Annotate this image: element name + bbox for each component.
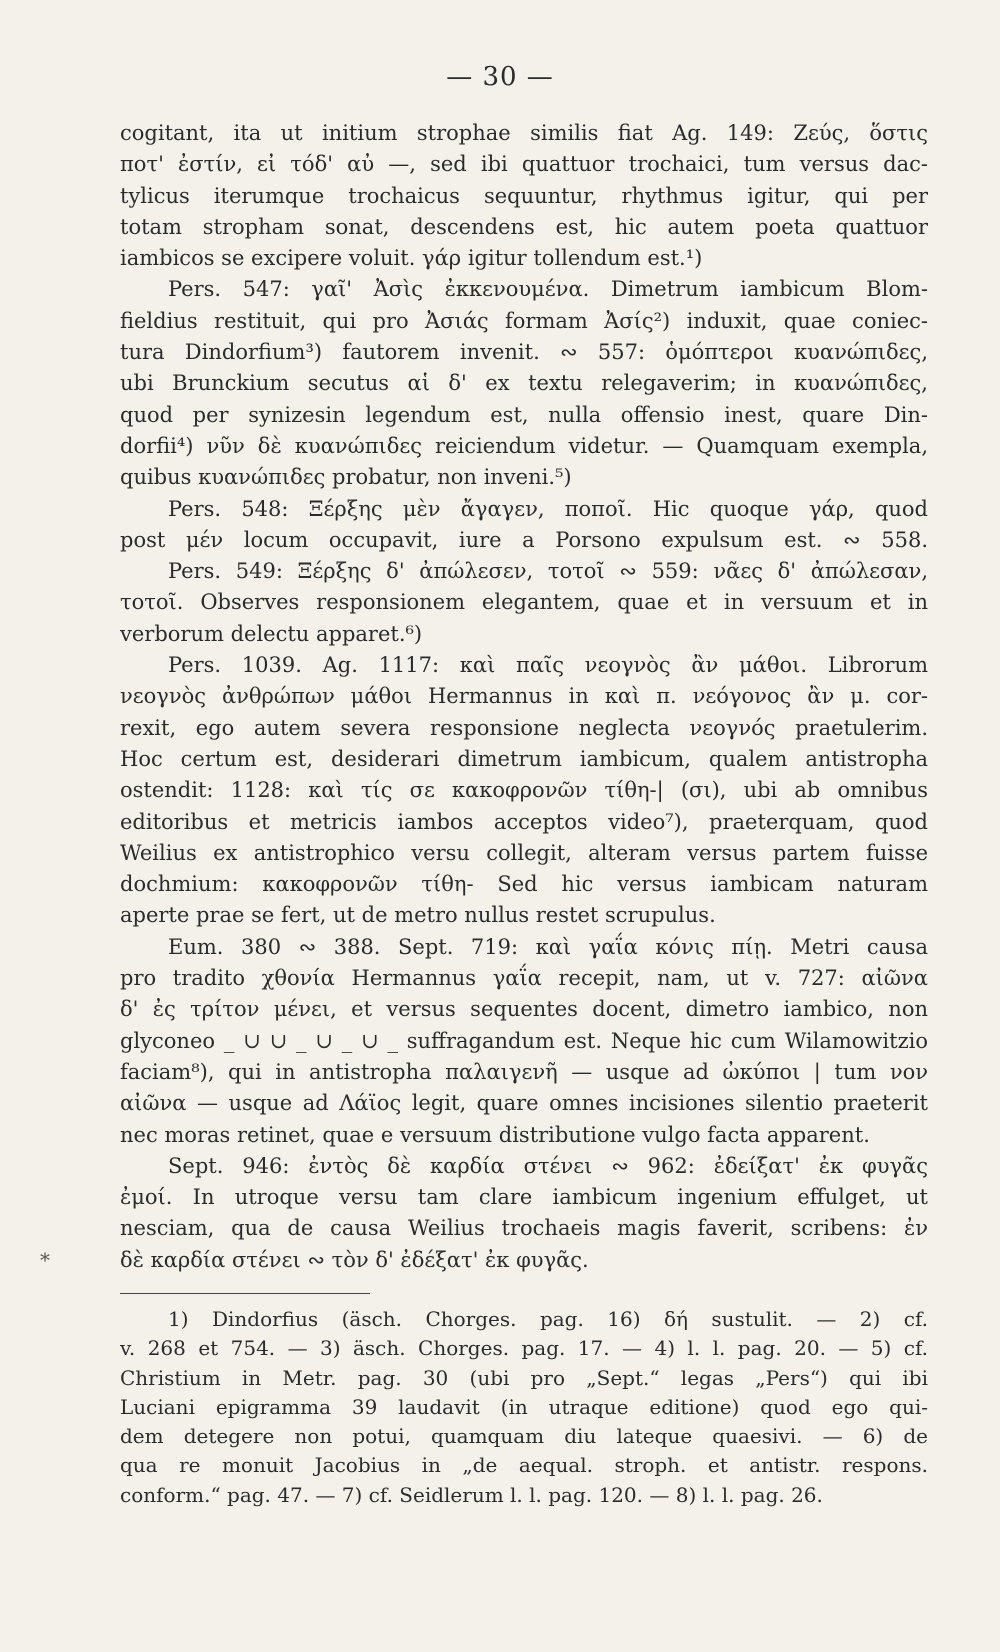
text-line: αἰῶνα — usque ad Λάϊος legit, quare omnes incisiones silentio praeterit bbox=[120, 1091, 928, 1116]
footnote-line: dem detegere non potui, quamquam diu lateque quaesivi. — 6) de bbox=[120, 1424, 928, 1449]
footnote-line: v. 268 et 754. — 3) äsch. Chorges. pag. 17. — 4) l. l. pag. 20. — 5) cf. bbox=[120, 1336, 928, 1361]
text-line: iambicos se excipere voluit. γάρ igitur tollendum est.¹) bbox=[120, 246, 703, 271]
footnote-line: Luciani epigramma 39 laudavit (in utraque editione) quod ego qui- bbox=[120, 1394, 928, 1419]
footnote-divider bbox=[120, 1293, 370, 1294]
text-line: νεογνὸς ἀνθρώπων μάθοι Hermannus in καὶ π. νεόγονος ἂν μ. cor- bbox=[120, 684, 928, 709]
text-line: nec moras retinet, quae e versuum distributione vulgo facta apparent. bbox=[120, 1122, 870, 1147]
margin-asterisk: * bbox=[40, 1248, 50, 1272]
main-text bbox=[120, 118, 928, 1276]
text-line: editoribus et metricis iambos acceptos video⁷), praeterquam, quod bbox=[120, 809, 928, 834]
text-line: verborum delectu apparet.⁶) bbox=[120, 621, 423, 646]
text-line: fieldius restituit, qui pro Ἀσιάς formam Ἀσίς²) induxit, quae coniec- bbox=[120, 308, 928, 333]
text-line: τοτοῖ. Observes responsionem elegantem, quae et in versuum et in bbox=[120, 590, 928, 615]
text-line: Pers. 548: Ξέρξης μὲν ἄγαγεν, ποποῖ. Hic quoque γάρ, quod bbox=[168, 496, 928, 521]
text-line: dorfii⁴) νῦν δὲ κυανώπιδες reiciendum videtur. — Quamquam exempla, bbox=[120, 433, 928, 458]
text-line: pro tradito χθονία Hermannus γαΐα recepit, nam, ut v. 727: αἰῶνα bbox=[120, 966, 928, 991]
text-line: Weilius ex antistrophico versu collegit, alteram versus partem fuisse bbox=[120, 840, 928, 865]
text-line: post μέν locum occupavit, iure a Porsono expulsum est. ∾ 558. bbox=[120, 527, 928, 552]
text-line: ostendit: 1128: καὶ τίς σε κακοφρονῶν τίθη-| (σι), ubi ab omnibus bbox=[120, 778, 928, 803]
text-line: Hoc certum est, desiderari dimetrum iambicum, qualem antistropha bbox=[120, 746, 928, 771]
text-line: tylicus iterumque trochaicus sequuntur, rhythmus igitur, qui per bbox=[120, 183, 928, 208]
text-line: faciam⁸), qui in antistropha παλαιγενῆ — usque ad ὠκύποι | tum νον bbox=[120, 1059, 928, 1084]
text-line: dochmium: κακοφρονῶν τίθη- Sed hic versus iambicam naturam bbox=[120, 872, 928, 897]
text-line: tura Dindorfium³) fautorem invenit. ∾ 557: ὁμόπτεροι κυανώπιδες, bbox=[120, 340, 928, 365]
text-line: δ' ἐς τρίτον μένει, et versus sequentes docent, dimetro iambico, non bbox=[120, 997, 928, 1022]
text-line: Sept. 946: ἐντὸς δὲ καρδία στένει ∾ 962: ἐδείξατ' ἐκ φυγᾶς bbox=[168, 1153, 928, 1178]
footnotes bbox=[120, 1305, 928, 1510]
text-line: ἐμοί. In utroque versu tam clare iambicum ingenium effulget, ut bbox=[120, 1185, 928, 1210]
text-line: rexit, ego autem severa responsione neglecta νεογνός praetulerim. bbox=[120, 715, 928, 740]
text-line: cogitant, ita ut initium strophae similis fiat Ag. 149: Ζεύς, ὅστις bbox=[120, 121, 928, 145]
text-line: totam stropham sonat, descendens est, hic autem poeta quattuor bbox=[120, 214, 928, 239]
text-line: quod per synizesin legendum est, nulla offensio inest, quare Din- bbox=[120, 402, 928, 427]
text-line: Pers. 549: Ξέρξης δ' ἀπώλεσεν, τοτοῖ ∾ 559: νᾶες δ' ἀπώλεσαν, bbox=[168, 559, 928, 584]
text-line: Pers. 1039. Ag. 1117: καὶ παῖς νεογνὸς ἂν μάθοι. Librorum bbox=[168, 653, 928, 678]
footnote-line: Christium in Metr. pag. 30 (ubi pro „Sept.“ legas „Pers“) qui ibi bbox=[120, 1365, 928, 1390]
footnote-line: qua re monuit Jacobius in „de aequal. stroph. et antistr. respons. bbox=[120, 1453, 928, 1478]
text-line: quibus κυανώπιδες probatur, non inveni.⁵) bbox=[120, 465, 572, 490]
text-line: aperte prae se fert, ut de metro nullus restet scrupulus. bbox=[120, 903, 716, 928]
text-line: ποτ' ἐστίν, εἰ τόδ' αὐ —, sed ibi quattuor trochaici, tum versus dac- bbox=[120, 152, 928, 177]
text-line: nesciam, qua de causa Weilius trochaeis magis faverit, scribens: ἐν bbox=[120, 1216, 928, 1241]
text-line: Eum. 380 ∾ 388. Sept. 719: καὶ γαΐα κόνις πίῃ. Metri causa bbox=[168, 934, 928, 959]
text-line: δὲ καρδία στένει ∾ τὸν δ' ἐδέξατ' ἐκ φυγᾶς. bbox=[120, 1247, 589, 1272]
text-line: ubi Brunckium secutus αἱ δ' ex textu relegaverim; in κυανώπιδες, bbox=[120, 371, 928, 396]
footnote-line: 1) Dindorfius (äsch. Chorges. pag. 16) δή sustulit. — 2) cf. bbox=[168, 1307, 928, 1331]
text-line: Pers. 547: γαῖ' Ἀσὶς ἐκκενουμένα. Dimetrum iambicum Blom- bbox=[168, 277, 928, 302]
footnote-line: conform.“ pag. 47. — 7) cf. Seidlerum l. l. pag. 120. — 8) l. l. pag. 26. bbox=[120, 1482, 823, 1507]
page-number: — 30 — bbox=[446, 62, 554, 92]
text-line: glyconeo _ ∪ ∪ _ ∪ _ ∪ _ suffragandum est. Neque hic cum Wilamowitzio bbox=[120, 1028, 928, 1053]
